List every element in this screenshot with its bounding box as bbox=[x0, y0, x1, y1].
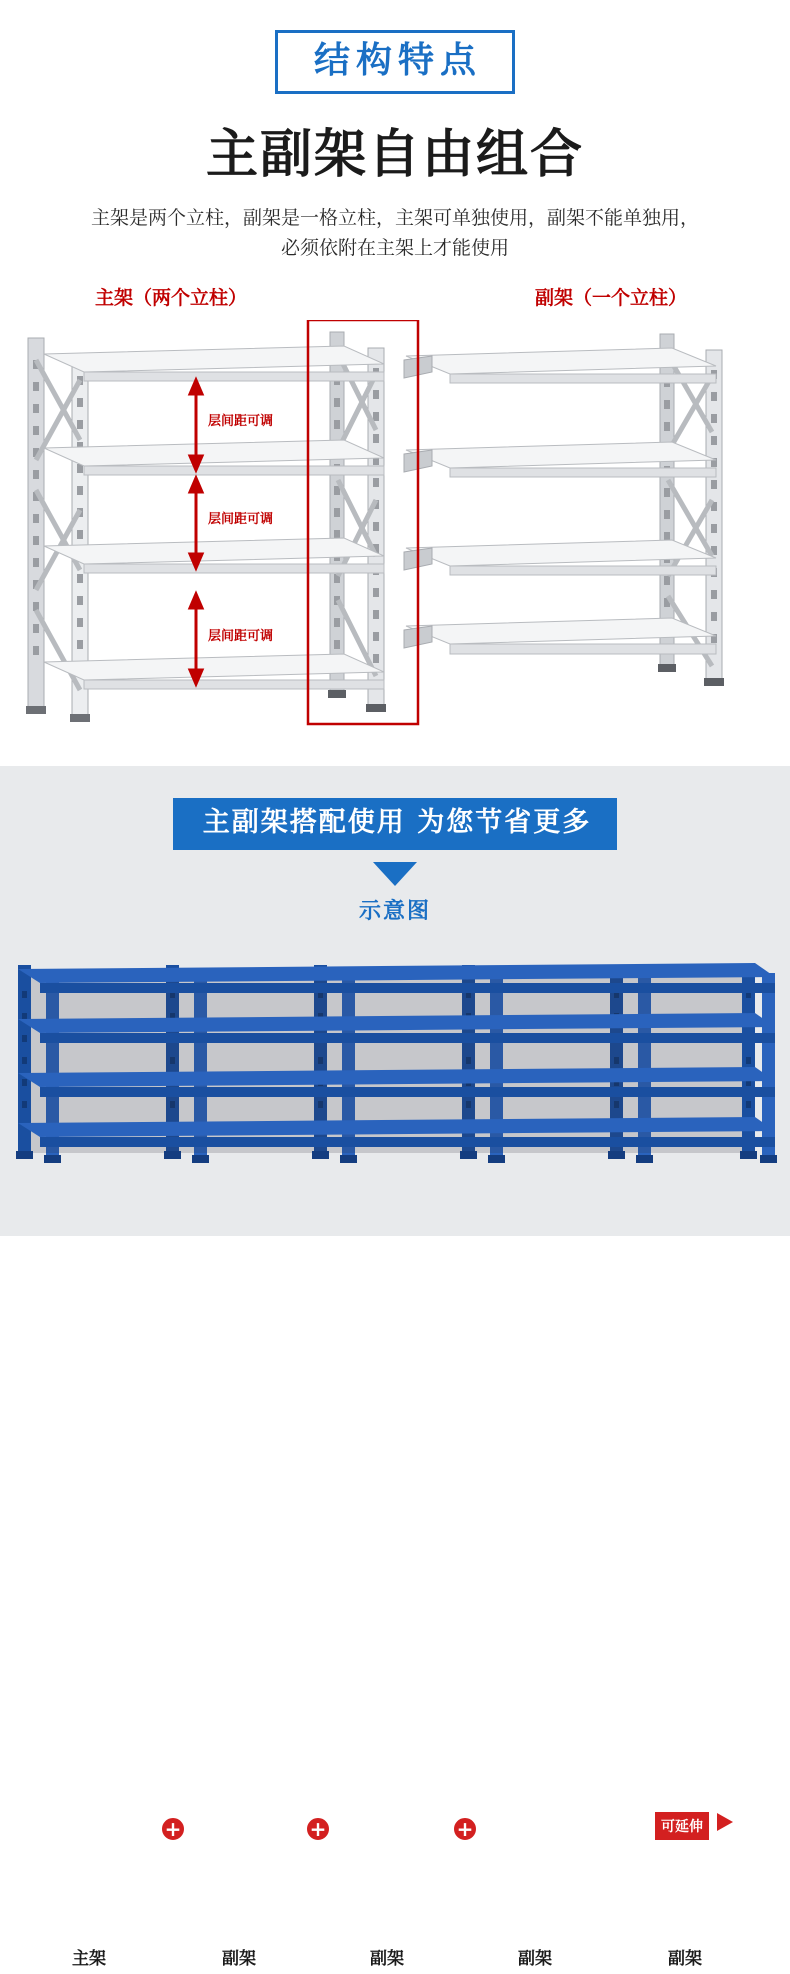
combination-section bbox=[0, 766, 790, 1969]
dimension-note-2: 层间距可调 bbox=[208, 512, 274, 527]
section-badge: 结构特点 bbox=[275, 30, 515, 94]
extend-label: 可延伸 bbox=[655, 1812, 709, 1840]
label-main-frame: 主架（两个立柱） bbox=[95, 287, 248, 310]
frame-type-label-1: 副架 bbox=[222, 1949, 256, 1969]
dimension-note-3: 层间距可调 bbox=[208, 629, 274, 644]
label-sub-frame: 副架（一个立柱） bbox=[535, 287, 688, 310]
down-arrow-container bbox=[0, 862, 790, 886]
grey-shelving-illustration bbox=[0, 320, 790, 740]
frame-type-label-4: 副架 bbox=[668, 1949, 702, 1969]
description-text bbox=[0, 203, 790, 264]
arrow-down-icon bbox=[373, 862, 417, 886]
extend-arrow-icon bbox=[717, 1813, 733, 1831]
combination-banner: 主副架搭配使用 为您节省更多 bbox=[173, 798, 617, 850]
blue-shelving-illustration bbox=[0, 961, 790, 1176]
plus-badge-2: + bbox=[305, 1816, 331, 1842]
page-title: 主副架自由组合 bbox=[205, 124, 584, 185]
description-line-2: 必须依附在主架上才能使用 bbox=[280, 236, 509, 259]
section-badge-container bbox=[0, 0, 790, 94]
plus-badge-1: + bbox=[160, 1816, 186, 1842]
frame-type-label-2: 副架 bbox=[370, 1949, 404, 1969]
schematic-caption: 示意图 bbox=[358, 899, 431, 925]
banner-container bbox=[0, 766, 790, 850]
grey-shelving-svg bbox=[0, 320, 790, 740]
plus-badge-3: + bbox=[452, 1816, 478, 1842]
description-line-1: 主架是两个立柱，副架是一格立柱，主架可单独使用，副架不能单独用， bbox=[90, 206, 699, 229]
frame-type-label-3: 副架 bbox=[518, 1949, 552, 1969]
frame-labels-row bbox=[0, 283, 790, 323]
dimension-note-1: 层间距可调 bbox=[208, 414, 274, 429]
blue-shelving-svg bbox=[0, 961, 790, 1176]
structure-features-section bbox=[0, 0, 790, 766]
frame-type-label-0: 主架 bbox=[72, 1949, 106, 1969]
frame-type-labels bbox=[0, 1944, 790, 1974]
